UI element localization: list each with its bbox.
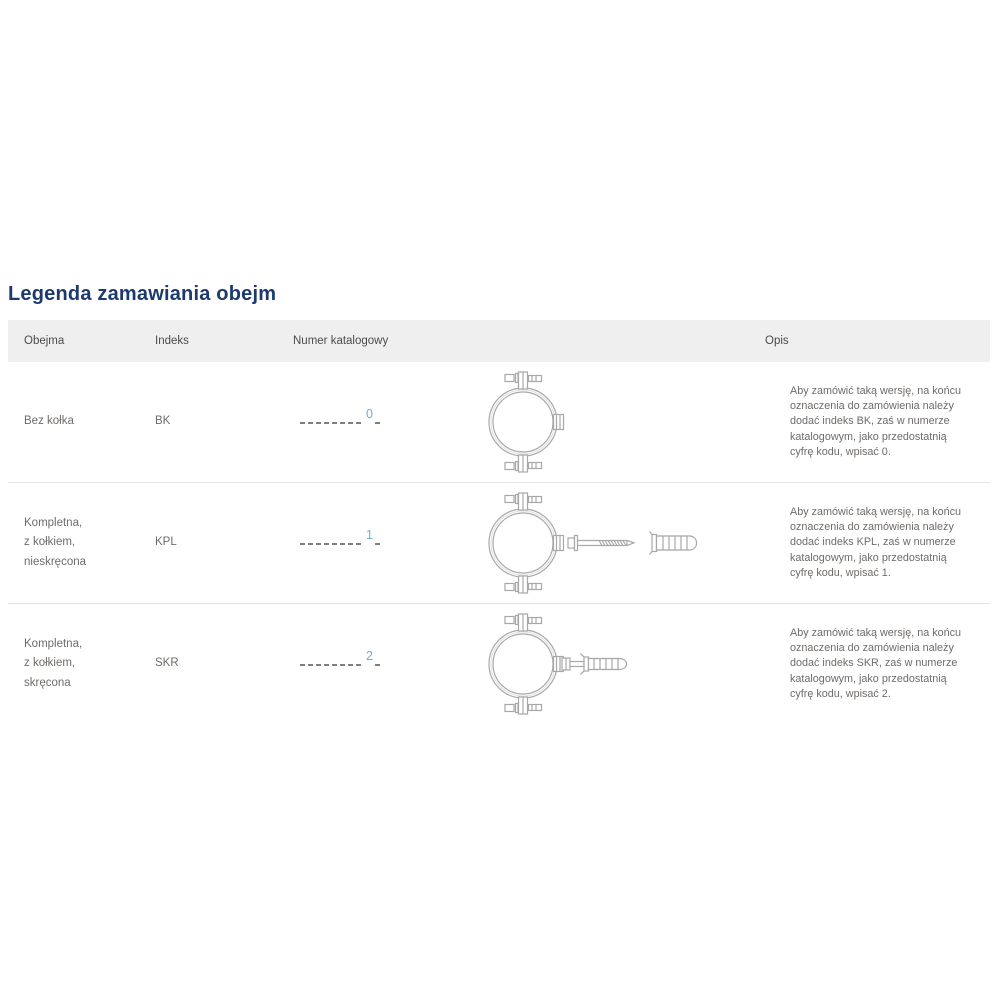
- assembled-hanger-bolt-and-plug: [562, 654, 627, 675]
- catalog-digit: 0: [366, 406, 373, 421]
- header-cell-indeks: Indeks: [155, 335, 189, 347]
- indeks-cell: KPL: [155, 536, 177, 549]
- header-cell-numer-katalogowy: Numer katalogowy: [293, 335, 389, 347]
- pipe-clamp-assembled-plug-illustration: [463, 608, 775, 720]
- catalog-number-mask: [300, 527, 383, 546]
- opis-cell: [790, 626, 990, 702]
- catalog-number-cell: [283, 406, 463, 432]
- opis-cell: [790, 384, 990, 460]
- catalog-number-cell: [283, 648, 463, 674]
- catalog-number-cell: [283, 527, 463, 553]
- indeks-cell: BK: [155, 415, 171, 428]
- obejma-line: Kompletna,: [24, 637, 83, 650]
- table-row: [8, 603, 990, 724]
- obejma-line: skręcona: [24, 676, 71, 689]
- catalog-digit: 1: [366, 527, 373, 542]
- illustration-cell: [463, 487, 790, 599]
- catalog-number-mask: [300, 406, 383, 425]
- page-title: Legenda zamawiania obejm: [8, 283, 277, 305]
- opis-cell: [790, 505, 990, 581]
- header-cell-opis: Opis: [765, 335, 789, 347]
- header-cell-opis-area: [463, 335, 990, 347]
- table-row: [8, 362, 990, 482]
- obejma-line: Bez kołka: [24, 415, 74, 428]
- obejma-line: z kołkiem,: [24, 657, 76, 670]
- illustration-cell: [463, 366, 790, 478]
- table-header-row: [8, 320, 990, 362]
- pipe-clamp-hanger-bolt-wall-plug-illustration: [463, 487, 775, 599]
- obejma-line: z kołkiem,: [24, 536, 76, 549]
- illustration-cell: [463, 608, 790, 720]
- indeks-cell: SKR: [155, 657, 179, 670]
- obejma-cell: [8, 514, 148, 573]
- description-text: Aby zamówić taką wersję, na końcu oznaczenia do zamówienia należy dodać indeks KPL, zaś w numerze katalogowym, jako przedostatnią cyfrę kodu, wpisać 1.: [790, 506, 962, 579]
- catalog-number-mask: [300, 648, 383, 667]
- description-text: Aby zamówić taką wersję, na końcu oznaczenia do zamówienia należy dodać indeks SKR, zaś w numerze katalogowym, jako przedostatnią cyfrę kodu, wpisać 2.: [790, 627, 962, 700]
- table-row: [8, 482, 990, 603]
- obejma-cell: [8, 412, 148, 432]
- header-cell-obejma: Obejma: [24, 335, 65, 347]
- pipe-clamp-illustration: [463, 366, 775, 478]
- catalog-digit: 2: [366, 648, 373, 663]
- obejma-line: nieskręcona: [24, 555, 87, 568]
- obejma-cell: [8, 635, 148, 694]
- description-text: Aby zamówić taką wersję, na końcu oznaczenia do zamówienia należy dodać indeks BK, zaś w numerze katalogowym, jako przedostatnią cyfrę kodu, wpisać 0.: [790, 385, 962, 458]
- obejma-line: Kompletna,: [24, 516, 83, 529]
